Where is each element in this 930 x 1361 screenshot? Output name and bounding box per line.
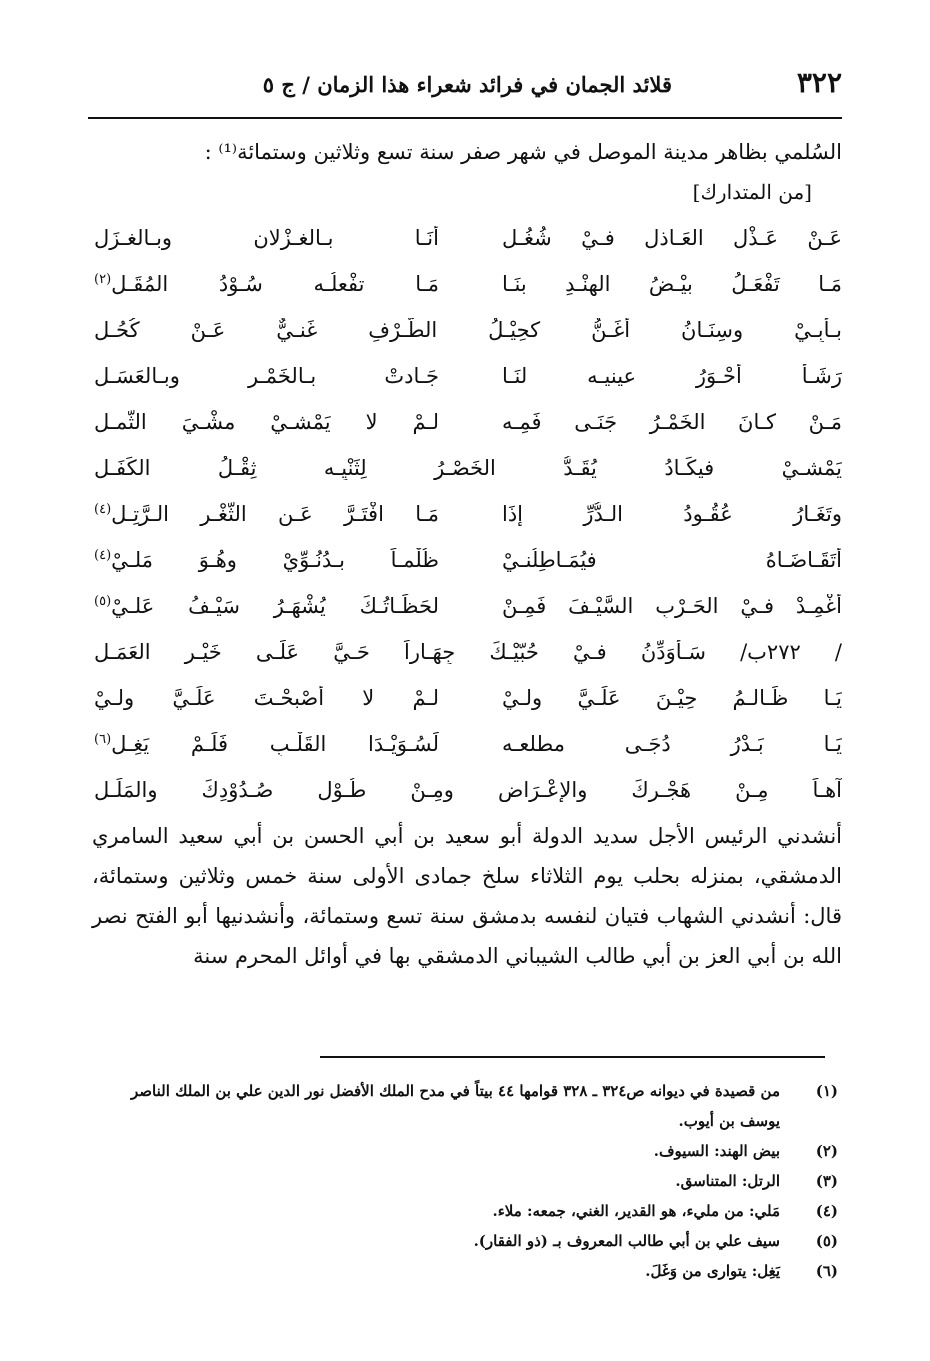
footnote-item xyxy=(88,1226,842,1256)
footnotes xyxy=(88,1076,842,1286)
closing-paragraph: أنشدني الرئيس الأجل سديد الدولة أبو سعيد بن أبي الحسن بن أبي سعيد السامري الدمشقي، بمنزله بحلب يوم الثلاثاء سلخ جمادى الأولى سنة خمس وثلاثين وستمائة، قال: أنشدني الشهاب فتيان لنفسه بدمشق سنة تسع وستمائة، وأنشدنيها أبو الفتح نصر الله بن أبي العز بن أبي طالب الشيباني الدمشقي بها في أوائل المحرم سنة xyxy=(92,824,842,968)
verse-second-hemistich: أنَـا بـالغـزْلانِ وبـالغـزَلِ xyxy=(94,226,439,250)
verse-first-hemistich: رَشَـأٌ أحْـوَرُ عينيـه لنَـا xyxy=(502,364,842,388)
footnote-rule xyxy=(320,1056,825,1058)
meter-label: [من المتدارك] xyxy=(692,180,812,204)
footnote-number: (٤) xyxy=(815,1202,838,1220)
verse-first-hemistich: يَـا بَـدْرُ دُجَـى مطلعـه xyxy=(502,732,842,756)
verse-second-hemistich: مَـا تفْعلُـه سُـوْدُ المُقَـلِ$^{(٢)}$ xyxy=(94,272,439,296)
footnote-text: سيف علي بن أبي طالب المعروف بـ (ذو الفقار). xyxy=(473,1232,780,1250)
verse-line xyxy=(94,680,842,726)
footnote-item xyxy=(88,1196,842,1226)
verse-full-line: بـأبِـيْ وسِنَـانُ أغَـنُّ كحِيْـلُ الطَّـرْفِ غَنـيٌّ عَـنْ كُحُـلِ xyxy=(94,318,842,342)
footnote-number: (٥) xyxy=(815,1232,838,1250)
verse-second-hemistich: ظُلْمـاً بـدُنُـوِّيْ وهُـوَ مَلـيْ$^{(٤)}$ xyxy=(94,548,439,572)
footnote-marker: (٤) xyxy=(94,548,112,563)
page-number: ٣٢٢ xyxy=(796,66,842,99)
footnote-marker: (٤) xyxy=(94,502,112,517)
footnote-text: بيض الهند: السيوف. xyxy=(653,1142,780,1160)
page-header xyxy=(88,66,842,106)
footnote-text: الرتل: المتناسق. xyxy=(675,1172,780,1190)
verse-line xyxy=(94,634,842,680)
verse-line xyxy=(94,496,842,542)
verse-line xyxy=(94,404,842,450)
verse-line xyxy=(94,358,842,404)
footnote-item xyxy=(88,1256,842,1286)
verse-full-line: يَمْشـيْ فيكَـادُ يُقَـدُّ الخَصْـرُ لِثَنْيِـه ثِقْـلُ الكَفَـلِ xyxy=(94,456,842,480)
footnote-text: مَلي: من مليء، هو القدير، الغني، جمعه: ملاء. xyxy=(492,1202,780,1220)
footnote-number: (٢) xyxy=(815,1142,838,1160)
footnote-item xyxy=(88,1166,842,1196)
footnote-number: (١) xyxy=(815,1082,838,1100)
verse-line xyxy=(94,772,842,818)
footnote-marker: (٥) xyxy=(94,594,112,609)
verse-first-hemistich: وتَغَـارُ عُقُـودُ الـدُّرِّ إذَا xyxy=(502,502,842,526)
header-rule xyxy=(88,117,842,119)
verse-first-hemistich: مَـنْ كـانَ الخَمْـرُ جَنَـى فَمِـه xyxy=(502,410,842,434)
verse-line xyxy=(94,312,842,358)
footnote-marker: (٦) xyxy=(94,732,112,747)
poem xyxy=(94,220,842,818)
footnote-item xyxy=(88,1076,842,1136)
verse-line xyxy=(94,220,842,266)
verse-first-hemistich: أغْمِـدْ فـيْ الحَـرْبِ السَّيْـفَ فَمِـنْ xyxy=(502,594,842,618)
verse-line xyxy=(94,588,842,634)
footnote-number: (٣) xyxy=(815,1172,838,1190)
verse-first-hemistich: مَـا تَفْعَـلُ بيْـضُ الهِنْـدِ بنَـا xyxy=(502,272,842,296)
footnote-text: يَغِل: يتوارى من وَغَلَ. xyxy=(645,1262,780,1280)
verse-first-hemistich: عَـنْ عَـذْلِ العَـاذلِ فـيْ شُغُـلِ xyxy=(502,226,842,250)
verse-line xyxy=(94,542,842,588)
verse-first-hemistich: أتَقَـاضَـاهُ فيُمَـاطِلُنـيْ xyxy=(502,548,842,572)
verse-second-hemistich: لـمْ لا أصْبحْـتَ عَلَـيَّ ولـيْ xyxy=(94,686,439,710)
verse-line xyxy=(94,726,842,772)
footnote-text: من قصيدة في ديوانه ص٣٢٤ ـ ٣٢٨ قوامها ٤٤ بيتاً في مدح الملك الأفضل نور الدين علي بن الملك الناصر يوسف بن أيوب. xyxy=(131,1082,780,1130)
footnote-item xyxy=(88,1136,842,1166)
verse-second-hemistich: مَـا افْتَـرَّ عَـنِ الثَّغْـرِ الـرَّتِـلِ$^{(٤)}$ xyxy=(94,502,439,526)
verse-full-line: آهـاً مِـنْ هَجْـرِكَ والإعْـرَاضِ ومِـنْ طُـوْلِ صُـدُوْدِكَ والمَلَـلِ xyxy=(94,778,842,802)
verse-line xyxy=(94,450,842,496)
footnote-marker: (٢) xyxy=(94,272,112,287)
verse-line xyxy=(94,266,842,312)
verse-second-hemistich: جَـادتْ بـالخَمْـرِ وبـالعَسَـلِ xyxy=(94,364,439,388)
verse-second-hemistich: لـمْ لا يَمْشـيْ مشْـيَ الثَّمـلِ xyxy=(94,410,439,434)
running-title: قلائد الجمان في فرائد شعراء هذا الزمان / ج ٥ xyxy=(262,72,672,97)
verse-first-hemistich: يَـا ظَـالـمُ حِيْـنَ عَلَـيَّ ولـيْ xyxy=(502,686,842,710)
verse-second-hemistich: لَسُـوَيْـدَا القَلْـبِ فَلَـمْ يَغِـلِ$^{(٦)}$ xyxy=(94,732,439,756)
verse-full-line: / ٢٧٢ب/ سَـأُوَدِّنُ فـيْ حُبّيْـكَ جِهَـاراً حَـيَّ عَلَـى خَيْـرِ العَمَـلِ xyxy=(94,640,842,664)
intro-paragraph: السُلمي بظاهر مدينة الموصل في شهر صفر سنة تسع وثلاثين وستمائة⁽¹⁾ : xyxy=(204,140,842,164)
verse-second-hemistich: لحَظَـاتُـكَ يُشْهَـرُ سَيْـفُ عَلـيْ$^{(٥)}$ xyxy=(94,594,439,618)
footnote-number: (٦) xyxy=(815,1262,838,1280)
